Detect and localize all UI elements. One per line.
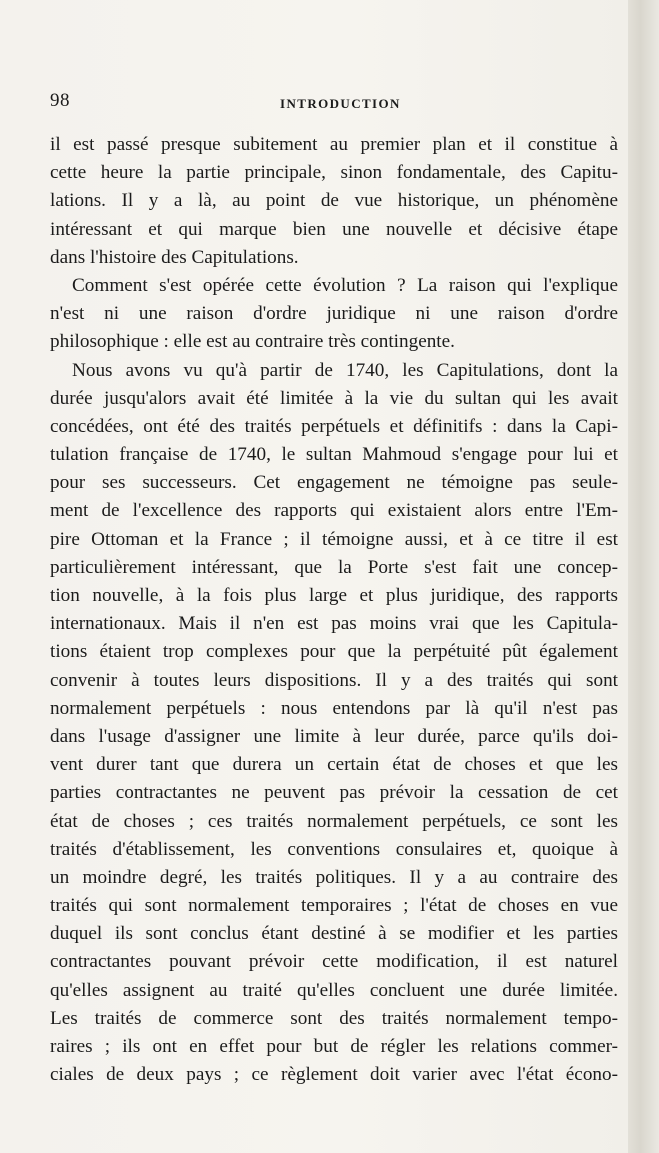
text-line: Les traités de commerce sont des traités normalement tempo- [50, 1007, 618, 1029]
text-line: ment de l'excellence des rapports qui existaient alors entre l'Em- [50, 500, 618, 522]
text-line: particulièrement intéressant, que la Porte s'est fait une concep- [50, 556, 618, 578]
text-line: internationaux. Mais il n'en est pas moins vrai que les Capitula- [50, 613, 618, 635]
text-line: concédées, ont été des traités perpétuels et définitifs : dans la Capi- [50, 415, 618, 437]
text-line: contractantes pouvant prévoir cette modification, il est naturel [50, 951, 618, 973]
text-line: dans l'histoire des Capitulations. [50, 246, 299, 268]
text-line: état de choses ; ces traités normalement perpétuels, ce sont les [50, 810, 618, 832]
text-line: pire Ottoman et la France ; il témoigne aussi, et à ce titre il est [50, 528, 618, 550]
page-edge-shadow [628, 0, 659, 1153]
text-line: tions étaient trop complexes pour que la perpétuité pût également [50, 641, 618, 663]
running-title: INTRODUCTION [280, 96, 401, 111]
text-line: traités qui sont normalement temporaires ; l'état de choses en vue [50, 895, 618, 917]
text-line: un moindre degré, les traités politiques. Il y a au contraire des [50, 866, 618, 888]
text-line: dans l'usage d'assigner une limite à leur durée, parce qu'ils doi- [50, 725, 618, 747]
text-line: durée jusqu'alors avait été limitée à la vie du sultan qui les avait [50, 387, 618, 409]
text-line: pour ses successeurs. Cet engagement ne témoigne pas seule- [50, 472, 618, 494]
text-line: convenir à toutes leurs dispositions. Il y a des traités qui sont [50, 669, 618, 691]
text-line: philosophique : elle est au contraire très contingente. [50, 331, 455, 353]
text-line: Nous avons vu qu'à partir de 1740, les Capitulations, dont la [72, 359, 618, 381]
text-line: Comment s'est opérée cette évolution ? La raison qui l'explique [72, 274, 618, 296]
text-line: raires ; ils ont en effet pour but de régler les relations commer- [50, 1036, 618, 1057]
text-line: duquel ils sont conclus étant destiné à se modifier et les parties [50, 923, 618, 945]
text-line: parties contractantes ne peuvent pas prévoir la cessation de cet [50, 782, 618, 804]
body-text [50, 131, 618, 1089]
text-line: lations. Il y a là, au point de vue historique, un phénomène [50, 190, 618, 212]
text-line: tion nouvelle, à la fois plus large et plus juridique, des rapports [50, 585, 618, 606]
text-line: tulation française de 1740, le sultan Mahmoud s'engage pour lui et [50, 444, 618, 466]
text-line: vent durer tant que durera un certain état de choses et que les [50, 754, 618, 776]
text-line: ciales de deux pays ; ce règlement doit varier avec l'état écono- [50, 1064, 618, 1086]
page-header [50, 90, 620, 114]
text-line: cette heure la partie principale, sinon fondamentale, des Capitu- [50, 162, 618, 184]
text-line: il est passé presque subitement au premier plan et il constitue à [50, 134, 618, 155]
page-number: 98 [50, 90, 70, 111]
text-line: normalement perpétuels : nous entendons par là qu'il n'est pas [50, 697, 618, 719]
text-line: intéressant et qui marque bien une nouvelle et décisive étape [50, 218, 618, 240]
text-line: n'est ni une raison d'ordre juridique ni une raison d'ordre [50, 303, 618, 325]
text-line: qu'elles assignent au traité qu'elles concluent une durée limitée. [50, 979, 618, 1001]
text-line: traités d'établissement, les conventions consulaires et, quoique à [50, 838, 618, 860]
